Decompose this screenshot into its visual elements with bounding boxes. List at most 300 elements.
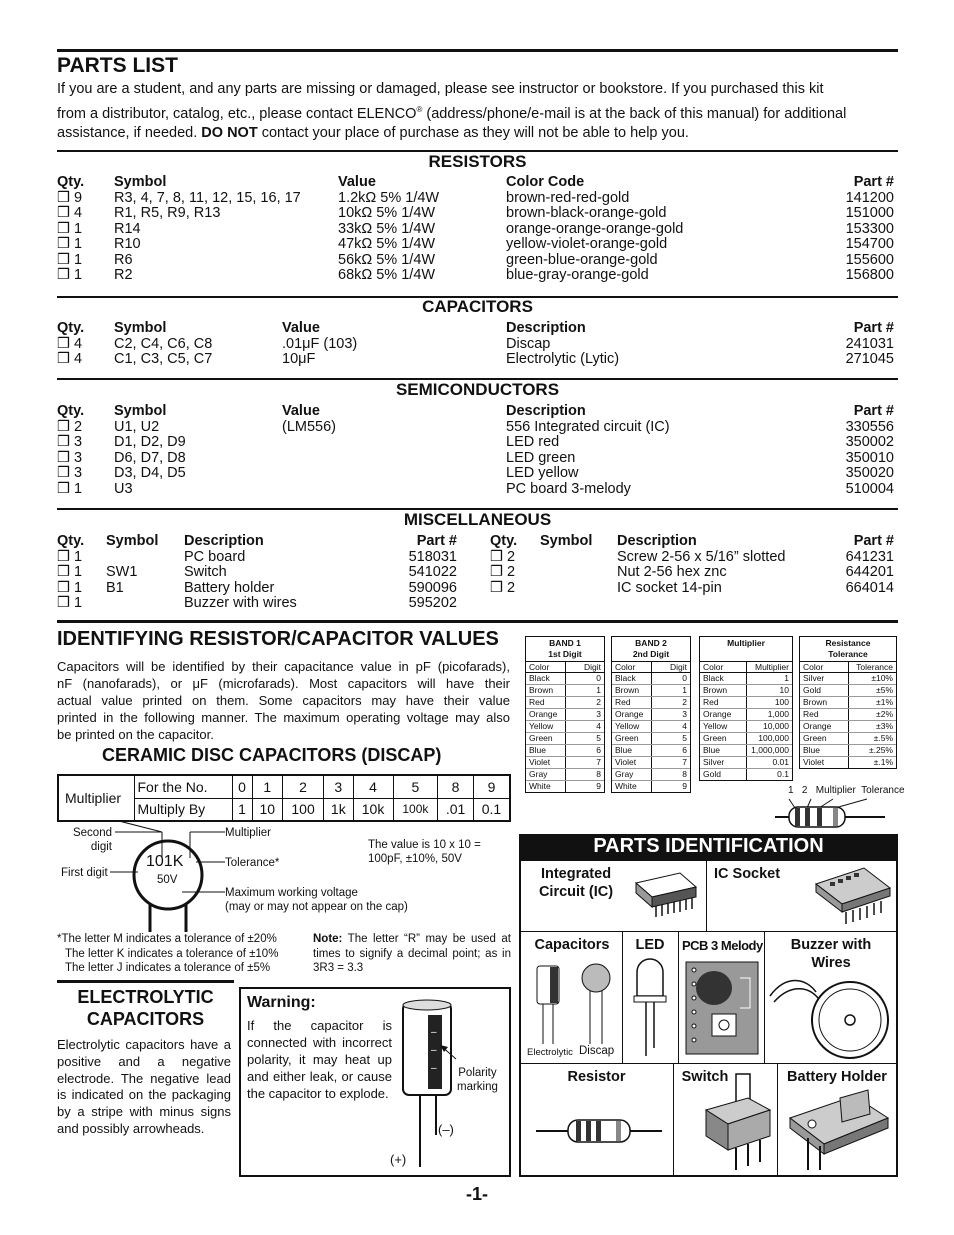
band1-row bbox=[526, 733, 604, 745]
page-number: -1- bbox=[466, 1184, 488, 1204]
band1-color: Blue bbox=[526, 745, 566, 756]
misc-left-cell-symbol: B1 bbox=[106, 579, 124, 596]
mult-value: 10,000 bbox=[763, 721, 789, 731]
tol-row bbox=[800, 757, 896, 768]
resistor-cell-value: 33kΩ 5% 1/4W bbox=[338, 220, 436, 237]
semi-cell-desc: PC board 3-melody bbox=[506, 480, 631, 497]
band1-value: 6 bbox=[596, 745, 601, 755]
mult-value: 1,000,000 bbox=[751, 745, 789, 755]
mult-no-1: 1 bbox=[252, 775, 283, 798]
mult-no-0: 0 bbox=[232, 775, 252, 798]
misc-left-cell-part: 518031 bbox=[408, 548, 457, 565]
resistor-label: Resistor bbox=[567, 1069, 626, 1085]
capacitor-header-desc: Description bbox=[506, 320, 586, 336]
resistor-cell-value: 1.2kΩ 5% 1/4W bbox=[338, 189, 440, 206]
band1-color: Black bbox=[526, 673, 566, 684]
divider-2 bbox=[622, 931, 623, 1063]
band2-value: 2 bbox=[682, 697, 687, 707]
semi-cell-qty: ❒ 3 bbox=[57, 465, 83, 481]
mult-title: Multiplier bbox=[700, 637, 792, 662]
mult-by-4: 10k bbox=[353, 798, 393, 821]
mult-by-2: 100 bbox=[283, 798, 324, 821]
semi-cell-qty: ❒ 3 bbox=[57, 449, 83, 466]
misc-right-cell-part: 644201 bbox=[845, 564, 894, 580]
band2-value: 1 bbox=[682, 685, 687, 695]
band2-value: 8 bbox=[682, 769, 687, 779]
divider-4 bbox=[764, 931, 765, 1063]
band1-value: 7 bbox=[596, 757, 601, 767]
semi-cell-desc: LED yellow bbox=[506, 465, 579, 481]
divider-row2 bbox=[519, 1063, 898, 1064]
ic-label: Integrated Circuit (IC) bbox=[538, 866, 614, 900]
resistor-cell-color: orange-orange-orange-gold bbox=[506, 220, 684, 237]
capacitor-cell-symbol: C1, C3, C5, C7 bbox=[114, 351, 213, 367]
mult-no-9: 9 bbox=[473, 775, 510, 798]
capacitor-cell-qty: ❒ 4 bbox=[57, 351, 83, 367]
semi-cell-symbol: D1, D2, D9 bbox=[114, 434, 186, 450]
top-rule bbox=[57, 49, 898, 52]
tol-row bbox=[800, 685, 896, 697]
resistor-cell-qty: ❒ 9 bbox=[57, 189, 83, 206]
pcb-drawing bbox=[684, 958, 762, 1058]
band1-value: 5 bbox=[596, 733, 601, 743]
led-drawing bbox=[630, 956, 672, 1060]
resistor-cell-part: 156800 bbox=[845, 267, 894, 283]
mult-by-9: 0.1 bbox=[473, 798, 510, 821]
misc-title: MISCELLANEOUS bbox=[403, 510, 552, 529]
resistor-cell-part: 155600 bbox=[845, 251, 894, 268]
resistor-cell-symbol: R3, 4, 7, 8, 11, 12, 15, 16, 17 bbox=[114, 189, 301, 206]
misc-right-cell-desc: IC socket 14-pin bbox=[617, 579, 722, 596]
misc-left-cell-part: 590096 bbox=[408, 579, 457, 596]
multiplier-table bbox=[57, 774, 511, 822]
mult-no-8: 8 bbox=[438, 775, 474, 798]
band2-value: 9 bbox=[682, 781, 687, 791]
misc-left-cell-qty: ❒ 1 bbox=[57, 548, 83, 565]
mult-row bbox=[700, 709, 792, 721]
band1-row bbox=[526, 781, 604, 792]
divider-1 bbox=[706, 861, 707, 931]
resistor-cell-value: 56kΩ 5% 1/4W bbox=[338, 251, 436, 268]
mult-color: Black bbox=[700, 673, 747, 684]
band1-row bbox=[526, 757, 604, 769]
capacitor-cell-value: .01μF (103) bbox=[282, 335, 358, 352]
resistor-band-drawing bbox=[775, 797, 885, 833]
misc-left-cell-part: 595202 bbox=[408, 595, 457, 611]
resistor-header-qty: Qty. bbox=[57, 174, 85, 190]
capacitor-cell-qty: ❒ 4 bbox=[57, 335, 83, 352]
electrolytic-paragraph: Electrolytic capacitors have a positive and a negative electrode. The negative lead is indicated on the packaging by a stripe with minus signs and possibly arrowheads. bbox=[57, 1037, 231, 1136]
misc-left-header-symbol: Symbol bbox=[106, 533, 159, 549]
mult-subheader bbox=[700, 662, 792, 673]
svg-text:–: – bbox=[431, 1063, 437, 1074]
resistor-cell-part: 154700 bbox=[845, 236, 894, 252]
parts-list-title: PARTS LIST bbox=[57, 54, 178, 77]
divider-3 bbox=[678, 931, 679, 1063]
tolerance-callout: Tolerance* bbox=[225, 857, 280, 869]
tol-row bbox=[800, 733, 896, 745]
mult-no-3: 3 bbox=[324, 775, 353, 798]
misc-left-cell-qty: ❒ 1 bbox=[57, 579, 83, 596]
tol-color: Green bbox=[800, 733, 849, 744]
band2-row bbox=[612, 757, 690, 769]
resistor-drawing bbox=[536, 1114, 662, 1148]
misc-left-cell-desc: Buzzer with wires bbox=[184, 595, 297, 611]
band1-value: 9 bbox=[596, 781, 601, 791]
multiplier-label: Multiplier bbox=[58, 775, 134, 821]
band1-color: Red bbox=[526, 697, 566, 708]
battery-holder-label: Battery Holder bbox=[787, 1069, 887, 1085]
capacitor-cell-part: 271045 bbox=[845, 351, 894, 367]
tol-value: ±.5% bbox=[873, 733, 893, 743]
band2-color: White bbox=[612, 781, 652, 792]
band1-value: 8 bbox=[596, 769, 601, 779]
band1-row bbox=[526, 685, 604, 697]
capacitor-cell-symbol: C2, C4, C6, C8 bbox=[114, 335, 213, 352]
divider-5 bbox=[673, 1063, 674, 1175]
semi-cell-part: 350002 bbox=[845, 434, 894, 450]
band2-color: Brown bbox=[612, 685, 652, 696]
band2-value: 6 bbox=[682, 745, 687, 755]
multiplier-callout: Multiplier bbox=[225, 827, 272, 839]
band2-color: Red bbox=[612, 697, 652, 708]
misc-left-cell-part: 541022 bbox=[408, 564, 457, 580]
intro-line-3: assistance, if needed. DO NOT contact your place of purchase as they will not be able to help you. bbox=[57, 124, 689, 141]
battery-holder-drawing bbox=[784, 1088, 894, 1174]
semi-header-desc: Description bbox=[506, 403, 586, 419]
tol-color: Brown bbox=[800, 697, 849, 708]
capacitor-cell-desc: Discap bbox=[506, 335, 551, 352]
misc-right-cell-qty: ❒ 2 bbox=[490, 548, 516, 565]
resistor-header-symbol: Symbol bbox=[114, 174, 167, 190]
resistor-header-value: Value bbox=[338, 174, 376, 190]
misc-left-header-part: Part # bbox=[416, 533, 457, 549]
misc-right-header-symbol: Symbol bbox=[540, 533, 593, 549]
pcb-label: PCB 3 Melody bbox=[682, 938, 763, 953]
ic-drawing bbox=[628, 865, 703, 925]
misc-left-cell-desc: PC board bbox=[184, 548, 246, 565]
section-rule bbox=[57, 620, 898, 623]
band1-color: Orange bbox=[526, 709, 566, 720]
resistor-cell-color: yellow-violet-orange-gold bbox=[506, 236, 668, 252]
misc-right-cell-qty: ❒ 2 bbox=[490, 579, 516, 596]
band2-row bbox=[612, 709, 690, 721]
resistor-cell-color: brown-black-orange-gold bbox=[506, 205, 667, 221]
tol-title: Resistance Tolerance bbox=[800, 637, 896, 662]
misc-left-header-desc: Description bbox=[184, 533, 264, 549]
plus-label: (+) bbox=[390, 1152, 407, 1167]
band2-value: 7 bbox=[682, 757, 687, 767]
tol-color: Orange bbox=[800, 721, 849, 732]
band1-value: 3 bbox=[596, 709, 601, 719]
resistor-cell-symbol: R1, R5, R9, R13 bbox=[114, 205, 221, 221]
mult-row bbox=[700, 757, 792, 769]
svg-text:–: – bbox=[431, 1027, 437, 1038]
cap-volt: 50V bbox=[157, 874, 178, 886]
buzzer-label: Buzzer with Wires bbox=[790, 937, 872, 971]
resistor-cell-color: green-blue-orange-gold bbox=[506, 251, 658, 268]
tol-col-color: Color bbox=[800, 662, 849, 672]
semiconductors-title: SEMICONDUCTORS bbox=[395, 380, 560, 399]
intro-line-2: from a distributor, catalog, etc., please contact ELENCO® (address/phone/e-mail is at the back of this manual) for additional bbox=[57, 104, 847, 122]
tol-row bbox=[800, 697, 896, 709]
band2-subheader bbox=[612, 662, 690, 673]
semi-cell-symbol: U3 bbox=[114, 480, 133, 497]
ic-socket-label: IC Socket bbox=[714, 866, 781, 882]
band2-value: 3 bbox=[682, 709, 687, 719]
semi-cell-desc: LED red bbox=[506, 434, 560, 450]
mult-color: Green bbox=[700, 733, 747, 744]
band1-color: Violet bbox=[526, 757, 566, 768]
band2-row bbox=[612, 685, 690, 697]
semi-cell-symbol: U1, U2 bbox=[114, 418, 160, 435]
mult-value: 10 bbox=[779, 685, 789, 695]
misc-right-cell-desc: Nut 2-56 hex znc bbox=[617, 564, 727, 580]
band1-row bbox=[526, 769, 604, 781]
mult-value: 1 bbox=[784, 673, 789, 683]
multiplier-color-table bbox=[699, 636, 793, 781]
tol-row bbox=[800, 721, 896, 733]
tol-row bbox=[800, 745, 896, 757]
band1-col-color: Color bbox=[526, 662, 566, 672]
semi-cell-value: (LM556) bbox=[282, 418, 336, 435]
resistor-cell-qty: ❒ 1 bbox=[57, 220, 83, 237]
resistor-cell-part: 153300 bbox=[845, 220, 894, 237]
buzzer-drawing bbox=[766, 972, 892, 1062]
mult-color: Brown bbox=[700, 685, 747, 696]
misc-right-header-desc: Description bbox=[617, 533, 697, 549]
tol-row bbox=[800, 709, 896, 721]
semi-header-part: Part # bbox=[853, 403, 894, 419]
band1-value: 2 bbox=[596, 697, 601, 707]
multiply-by-label: Multiply By bbox=[134, 798, 232, 821]
for-no-label: For the No. bbox=[134, 775, 232, 798]
semi-cell-part: 330556 bbox=[845, 418, 894, 435]
mult-by-5: 100k bbox=[393, 798, 438, 821]
capacitor-cell-part: 241031 bbox=[845, 335, 894, 352]
band1-color: White bbox=[526, 781, 566, 792]
resistor-cell-part: 141200 bbox=[845, 189, 894, 206]
band2-row bbox=[612, 769, 690, 781]
first-digit-label: First digit bbox=[61, 867, 108, 879]
tolerance-notes: *The letter M indicates a tolerance of ±20% The letter K indicates a tolerance of ±10% The letter J indicates a tolerance of ±5% bbox=[57, 933, 279, 974]
band2-color: Yellow bbox=[612, 721, 652, 732]
band2-color: Green bbox=[612, 733, 652, 744]
tol-value: ±.1% bbox=[873, 757, 893, 767]
max-voltage-callout: Maximum working voltage (may or may not appear on the cap) bbox=[225, 887, 408, 913]
band2-row bbox=[612, 745, 690, 757]
tol-color: Silver bbox=[800, 673, 849, 684]
band1-row bbox=[526, 709, 604, 721]
tolerance-table bbox=[799, 636, 897, 769]
mult-row bbox=[700, 673, 792, 685]
band1-row bbox=[526, 745, 604, 757]
mult-no-5: 5 bbox=[393, 775, 438, 798]
misc-left-cell-qty: ❒ 1 bbox=[57, 595, 83, 611]
band2-color: Violet bbox=[612, 757, 652, 768]
ic-socket-drawing bbox=[808, 862, 896, 928]
mult-by-3: 1k bbox=[324, 798, 353, 821]
band2-color: Black bbox=[612, 673, 652, 684]
mult-by-8: .01 bbox=[438, 798, 474, 821]
switch-label: Switch bbox=[681, 1069, 729, 1085]
discap-label: Discap bbox=[579, 1045, 615, 1057]
capacitors-drawing bbox=[530, 958, 620, 1048]
semi-cell-part: 510004 bbox=[845, 480, 894, 497]
mult-no-2: 2 bbox=[283, 775, 324, 798]
band2-title: BAND 2 2nd Digit bbox=[612, 637, 690, 662]
capacitor-header-part: Part # bbox=[853, 320, 894, 336]
resistor-cell-qty: ❒ 4 bbox=[57, 205, 83, 221]
mult-color: Orange bbox=[700, 709, 747, 720]
resistor-header-part: Part # bbox=[853, 174, 894, 190]
ceramic-title: CERAMIC DISC CAPACITORS (DISCAP) bbox=[102, 745, 442, 765]
semi-header-symbol: Symbol bbox=[114, 403, 167, 419]
resistor-cell-symbol: R10 bbox=[114, 236, 141, 252]
polarity-label: Polarity marking bbox=[457, 1067, 498, 1093]
capacitors-label: Capacitors bbox=[534, 937, 610, 953]
mult-row bbox=[700, 733, 792, 745]
semi-cell-symbol: D3, D4, D5 bbox=[114, 465, 186, 481]
semi-cell-part: 350020 bbox=[845, 465, 894, 481]
band2-value: 0 bbox=[682, 673, 687, 683]
band2-row bbox=[612, 697, 690, 709]
semi-header-qty: Qty. bbox=[57, 403, 85, 419]
misc-left-cell-desc: Battery holder bbox=[184, 579, 275, 596]
tol-value: ±10% bbox=[871, 673, 893, 683]
mult-by-0: 1 bbox=[232, 798, 252, 821]
tol-subheader bbox=[800, 662, 896, 673]
capacitors-title: CAPACITORS bbox=[422, 297, 533, 316]
misc-right-cell-qty: ❒ 2 bbox=[490, 564, 516, 580]
mult-color: Silver bbox=[700, 757, 747, 768]
identifying-title: IDENTIFYING RESISTOR/CAPACITOR VALUES bbox=[57, 628, 499, 650]
band1-row bbox=[526, 721, 604, 733]
mult-color: Gold bbox=[700, 769, 747, 780]
mult-value: 100,000 bbox=[758, 733, 789, 743]
mult-row bbox=[700, 721, 792, 733]
band1-color: Green bbox=[526, 733, 566, 744]
value-note: The value is 10 x 10 = 100pF, ±10%, 50V bbox=[368, 839, 481, 865]
warning-title: Warning: bbox=[247, 994, 316, 1011]
resistor-cell-color: blue-gray-orange-gold bbox=[506, 267, 649, 283]
cap-code: 101K bbox=[146, 853, 184, 870]
band2-row bbox=[612, 673, 690, 685]
parts-id-title: PARTS IDENTIFICATION bbox=[593, 835, 824, 857]
mult-col-value: Multiplier bbox=[754, 662, 789, 672]
resistor-cell-symbol: R6 bbox=[114, 251, 133, 268]
band2-row bbox=[612, 733, 690, 745]
semi-cell-qty: ❒ 3 bbox=[57, 434, 83, 450]
mult-color: Red bbox=[700, 697, 747, 708]
resistor-cell-value: 47kΩ 5% 1/4W bbox=[338, 236, 436, 252]
band1-color: Brown bbox=[526, 685, 566, 696]
mult-value: 1,000 bbox=[767, 709, 789, 719]
band2-table bbox=[611, 636, 691, 793]
svg-text:–: – bbox=[431, 1045, 437, 1056]
led-label: LED bbox=[635, 937, 665, 953]
warning-text: If the capacitor is connected with incorrect polarity, it may heat up and either leak, or cause the capacitor to explode. bbox=[247, 1018, 392, 1101]
semi-cell-qty: ❒ 1 bbox=[57, 480, 83, 497]
capacitor-header-symbol: Symbol bbox=[114, 320, 167, 336]
mult-no-4: 4 bbox=[353, 775, 393, 798]
tol-row bbox=[800, 673, 896, 685]
minus-label: (–) bbox=[438, 1122, 454, 1137]
electrolytic-rule bbox=[57, 980, 234, 983]
tol-value: ±1% bbox=[876, 697, 893, 707]
band2-color: Blue bbox=[612, 745, 652, 756]
band2-row bbox=[612, 781, 690, 792]
misc-right-header-part: Part # bbox=[853, 533, 894, 549]
parts-list-intro bbox=[57, 80, 898, 143]
divider-row1 bbox=[519, 931, 898, 932]
capacitor-header-qty: Qty. bbox=[57, 320, 85, 336]
tol-value: ±.25% bbox=[868, 745, 893, 755]
resistor-cell-color: brown-red-red-gold bbox=[506, 189, 630, 206]
decimal-note: Note: The letter “R” may be used at times to signify a decimal point; as in 3R3 = 3.3 bbox=[313, 933, 511, 974]
misc-left-cell-qty: ❒ 1 bbox=[57, 564, 83, 580]
band1-value: 0 bbox=[596, 673, 601, 683]
resistor-cell-value: 10kΩ 5% 1/4W bbox=[338, 205, 436, 221]
resistor-cell-part: 151000 bbox=[845, 205, 894, 221]
mult-value: 100 bbox=[774, 697, 789, 707]
semi-cell-desc: 556 Integrated circuit (IC) bbox=[506, 418, 670, 435]
misc-left-cell-desc: Switch bbox=[184, 564, 227, 580]
band2-color: Gray bbox=[612, 769, 652, 780]
misc-right-cell-part: 641231 bbox=[845, 548, 894, 565]
mult-row bbox=[700, 685, 792, 697]
misc-left-cell-symbol: SW1 bbox=[106, 564, 138, 580]
band1-color: Gray bbox=[526, 769, 566, 780]
resistor-cell-symbol: R2 bbox=[114, 267, 133, 283]
tol-col-value: Tolerance bbox=[856, 662, 893, 672]
semi-cell-part: 350010 bbox=[845, 449, 894, 466]
mult-value: 0.01 bbox=[772, 757, 789, 767]
mult-row bbox=[700, 745, 792, 757]
mult-row bbox=[700, 697, 792, 709]
tol-value: ±5% bbox=[876, 685, 893, 695]
mult-color: Blue bbox=[700, 745, 747, 756]
intro-line-1: If you are a student, and any parts are missing or damaged, please see instructor or bookstore. If you purchased this kit bbox=[57, 81, 824, 97]
band1-value: 1 bbox=[596, 685, 601, 695]
misc-left-header-qty: Qty. bbox=[57, 533, 85, 549]
tol-value: ±3% bbox=[876, 721, 893, 731]
band1-color: Yellow bbox=[526, 721, 566, 732]
semi-cell-desc: LED green bbox=[506, 449, 576, 466]
mult-color: Yellow bbox=[700, 721, 747, 732]
semi-cell-symbol: D6, D7, D8 bbox=[114, 449, 186, 466]
electrolytic-label: Electrolytic bbox=[527, 1047, 573, 1058]
mult-by-1: 10 bbox=[252, 798, 283, 821]
resistor-cell-symbol: R14 bbox=[114, 220, 141, 237]
band2-col-color: Color bbox=[612, 662, 652, 672]
resistor-cell-value: 68kΩ 5% 1/4W bbox=[338, 267, 436, 283]
tol-color: Red bbox=[800, 709, 849, 720]
tol-color: Blue bbox=[800, 745, 849, 756]
band1-row bbox=[526, 697, 604, 709]
resistors-title: RESISTORS bbox=[428, 152, 527, 171]
band2-value: 5 bbox=[682, 733, 687, 743]
capacitor-cell-value: 10μF bbox=[282, 351, 316, 367]
band2-color: Orange bbox=[612, 709, 652, 720]
resistor-cell-qty: ❒ 1 bbox=[57, 251, 83, 268]
band2-value: 4 bbox=[682, 721, 687, 731]
identifying-paragraph: Capacitors will be identified by their capacitance value in pF (picofarads), nF (nanofarads), or μF (microfarads). Most capacitors will have their actual value printed on them. Some capacitors may have their value printed in the following manner. The maximum operating voltage may also be printed on the capacitor. bbox=[57, 659, 510, 742]
band1-title: BAND 1 1st Digit bbox=[526, 637, 604, 662]
band1-col-value: Digit bbox=[583, 662, 601, 672]
band-labels: 1 2 Multiplier Tolerance bbox=[788, 785, 905, 796]
capacitor-header-value: Value bbox=[282, 320, 320, 336]
